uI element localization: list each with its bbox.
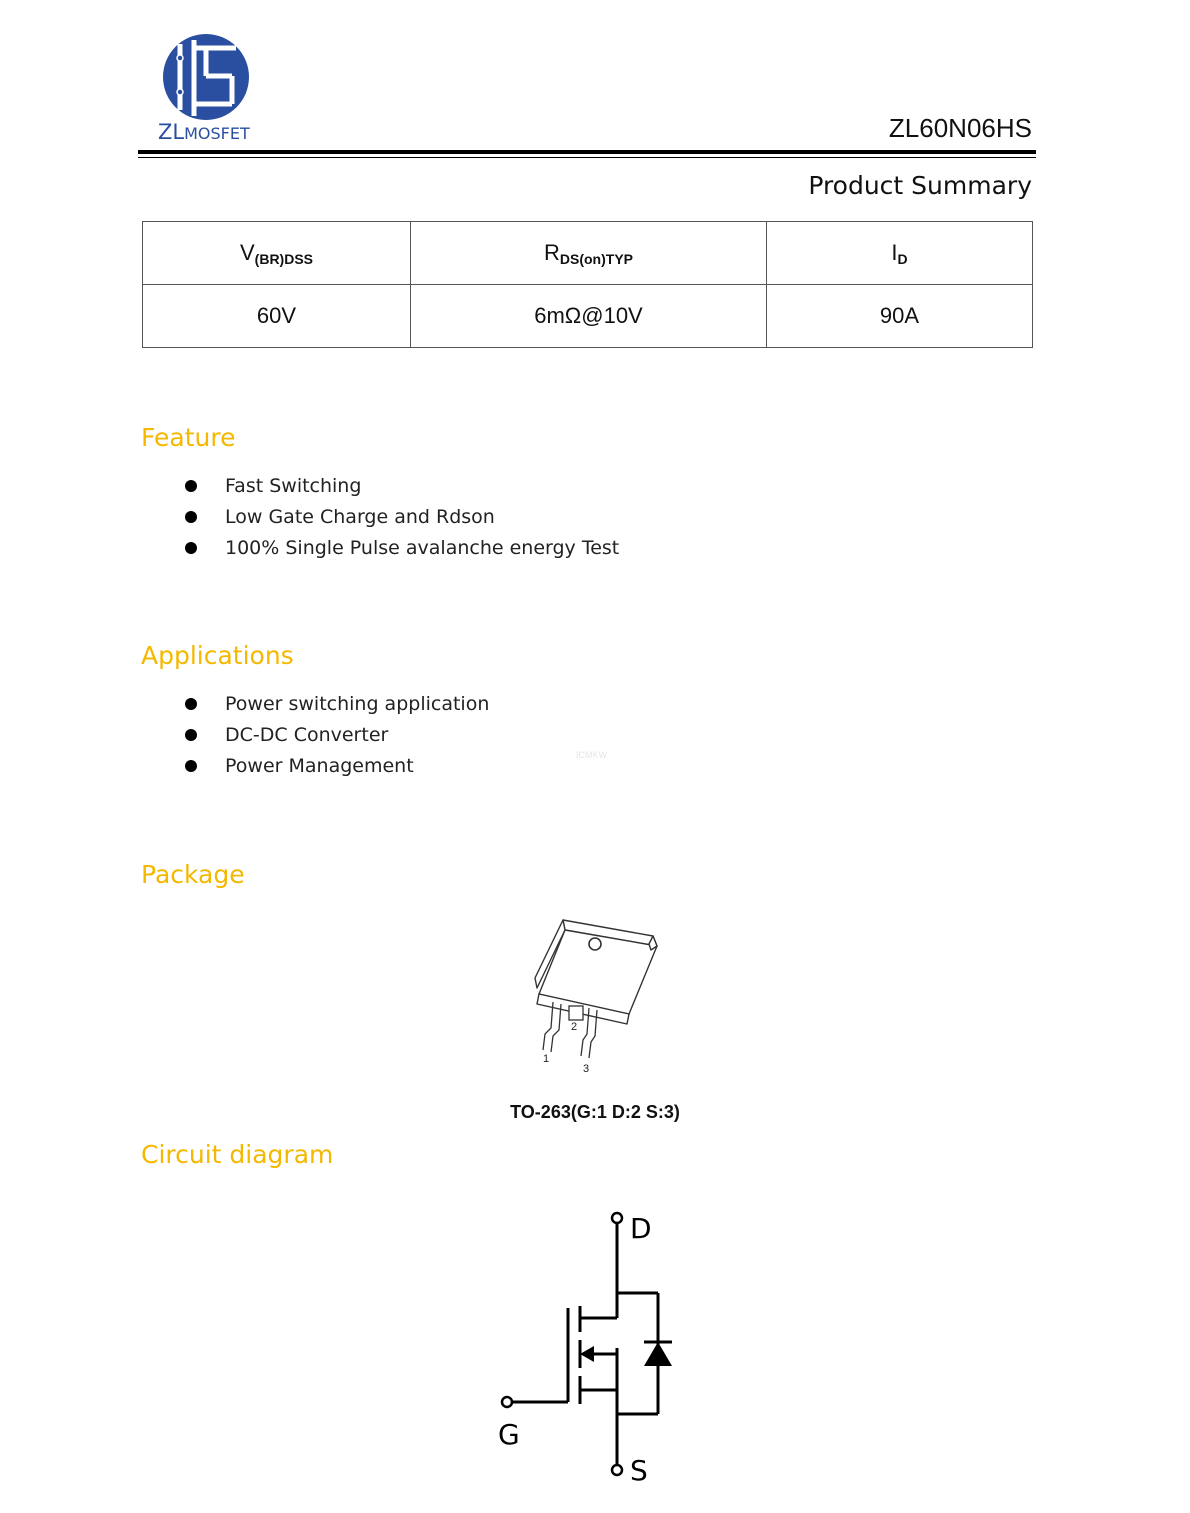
part-number: ZL60N06HS	[888, 113, 1032, 143]
drain-label: D	[630, 1212, 652, 1245]
product-summary-title: Product Summary	[808, 171, 1032, 200]
source-label: S	[630, 1454, 648, 1487]
bullet-icon	[185, 760, 197, 772]
pin-label-3: 3	[583, 1063, 590, 1075]
applications-list	[183, 689, 489, 782]
pin-label-1: 1	[543, 1053, 550, 1065]
product-summary-table	[142, 221, 1033, 348]
summary-header-row	[143, 222, 1033, 285]
feature-list	[183, 471, 619, 564]
circuit-diagram-title: Circuit diagram	[141, 1140, 334, 1169]
value-id: 90A	[767, 285, 1033, 348]
logo-text	[158, 120, 250, 144]
header-vbrdss-sub: (BR)DSS	[254, 250, 314, 267]
header-rdson	[411, 222, 767, 285]
summary-value-row	[143, 285, 1033, 348]
value-rdson: 6mΩ@10V	[411, 285, 767, 348]
feature-item-text: Fast Switching	[225, 475, 362, 497]
watermark: ICMKW	[576, 750, 607, 760]
bullet-icon	[185, 698, 197, 710]
gate-label: G	[498, 1418, 520, 1451]
header-rdson-main: R	[544, 239, 560, 265]
pin-label-2: 2	[571, 1021, 578, 1033]
logo-text-main: ZL	[158, 120, 185, 144]
header-vbrdss	[143, 222, 411, 285]
bullet-icon	[185, 729, 197, 741]
header-rule-thin	[138, 157, 1036, 158]
list-item	[183, 471, 619, 502]
list-item	[183, 720, 489, 751]
list-item	[183, 751, 489, 782]
package-caption: TO-263(G:1 D:2 S:3)	[510, 1102, 680, 1122]
header-id-main: I	[891, 239, 898, 265]
applications-title: Applications	[141, 641, 294, 670]
package-title: Package	[141, 860, 245, 889]
feature-item-text: Low Gate Charge and Rdson	[225, 506, 495, 528]
application-item-text: Power Management	[225, 755, 414, 777]
mosfet-symbol-diagram	[490, 1200, 690, 1490]
header-id-sub: D	[897, 250, 908, 267]
bullet-icon	[185, 480, 197, 492]
application-item-text: DC-DC Converter	[225, 724, 389, 746]
feature-item-text: 100% Single Pulse avalanche energy Test	[225, 537, 620, 559]
list-item	[183, 533, 619, 564]
value-vbrdss: 60V	[143, 285, 411, 348]
header-id	[767, 222, 1033, 285]
bullet-icon	[185, 511, 197, 523]
feature-title: Feature	[141, 423, 236, 452]
header-rdson-sub: DS(on)TYP	[559, 250, 633, 267]
header-vbrdss-main: V	[239, 239, 255, 265]
list-item	[183, 689, 489, 720]
to263-package-drawing	[525, 910, 665, 1080]
bullet-icon	[185, 542, 197, 554]
list-item	[183, 502, 619, 533]
logo-text-sub: MOSFET	[184, 124, 250, 143]
application-item-text: Power switching application	[225, 693, 490, 715]
header-rule-thick	[138, 150, 1036, 154]
